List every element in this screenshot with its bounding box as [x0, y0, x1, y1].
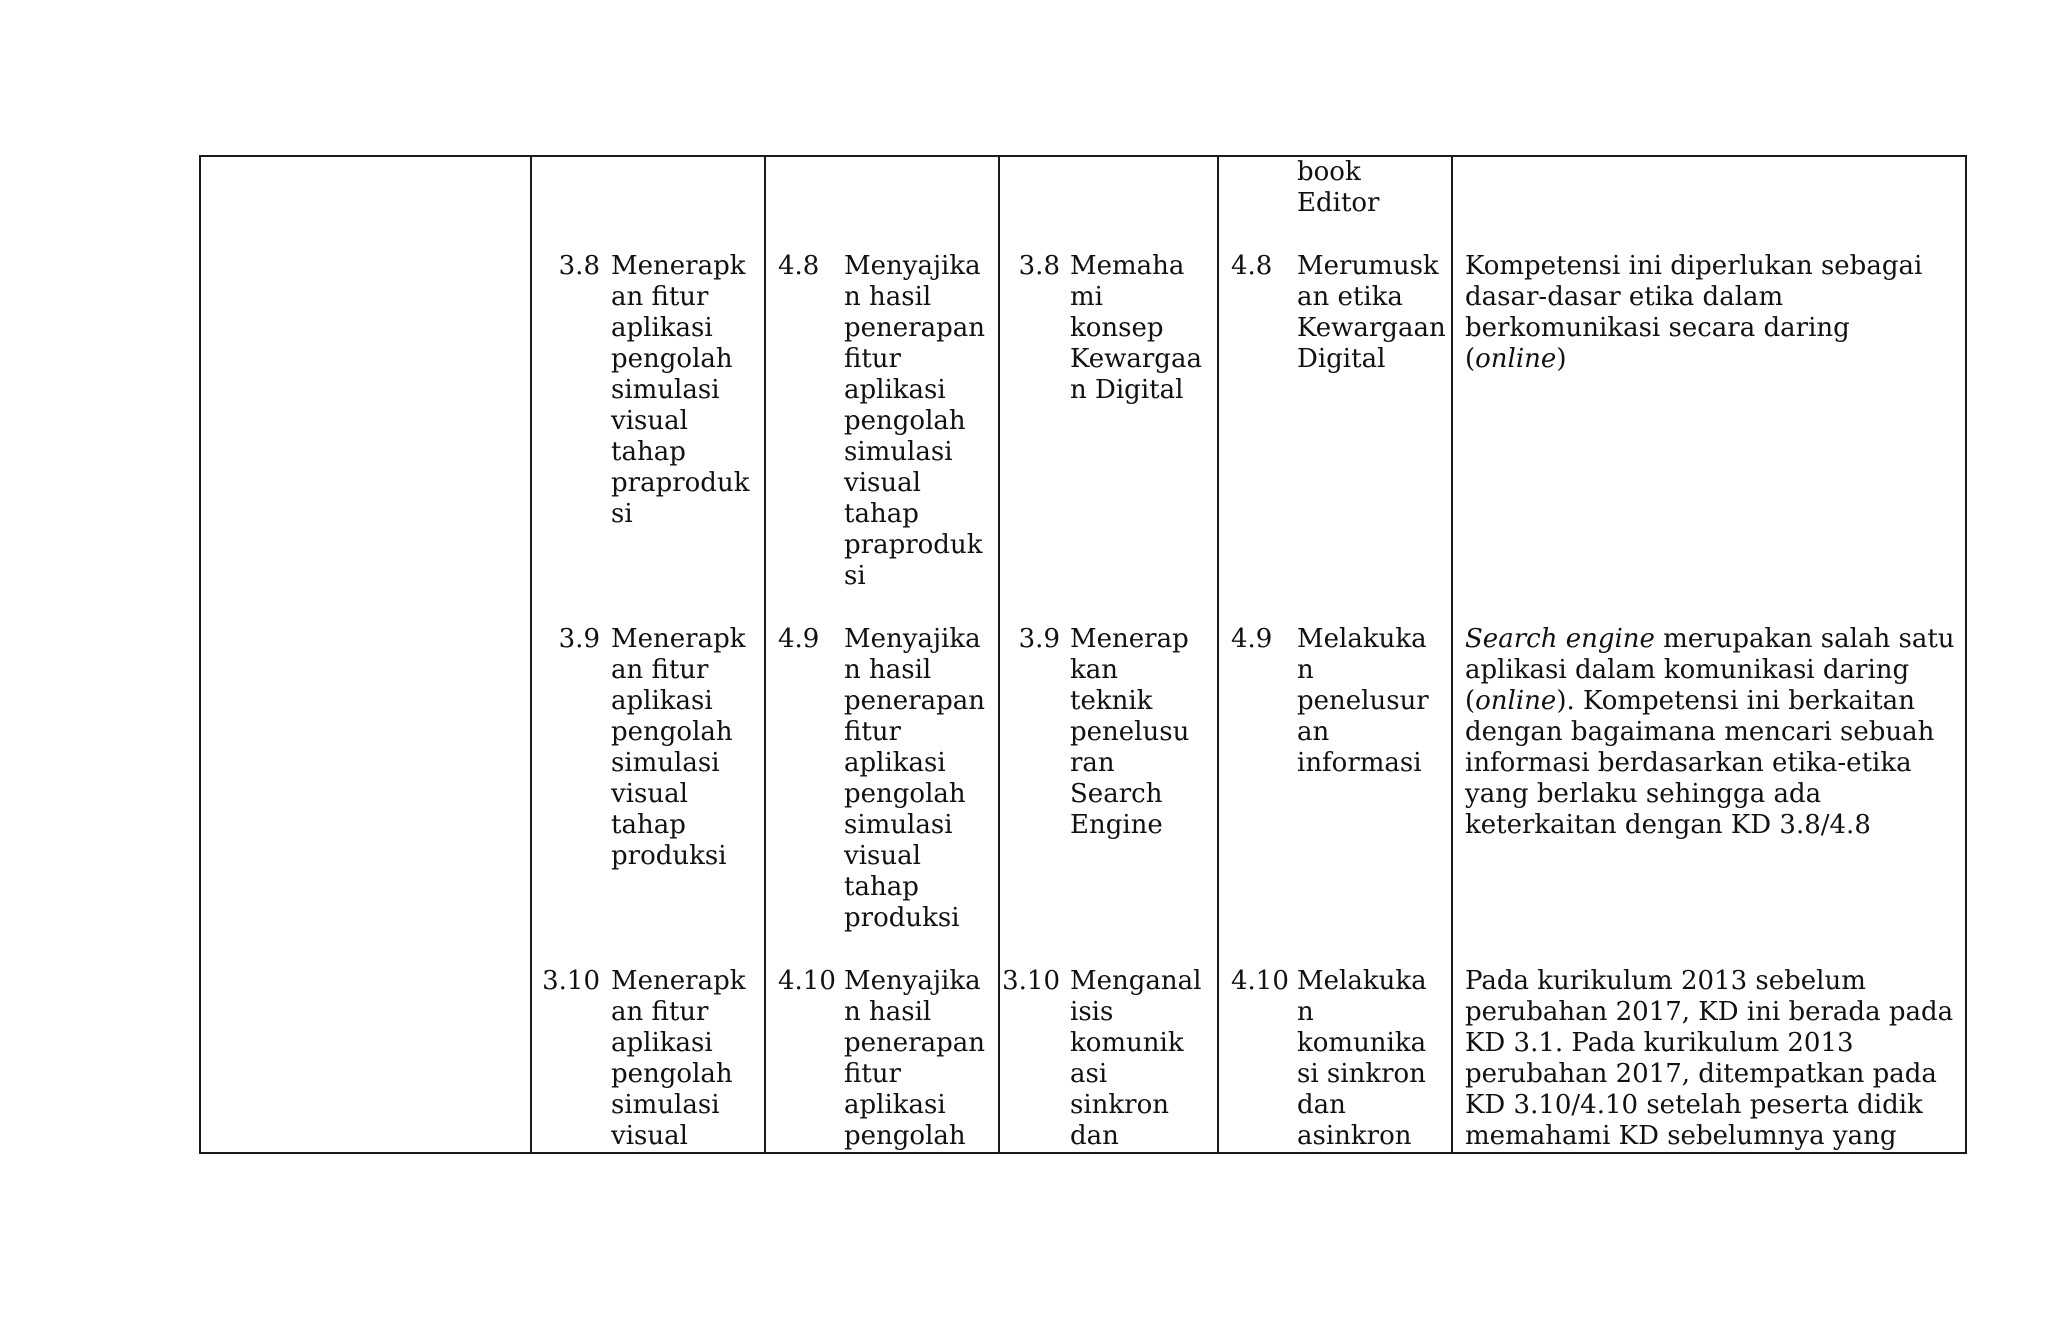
kd-entry	[1000, 966, 1217, 1152]
kd-column-c	[999, 156, 1218, 1153]
kd-text: Menerap kan teknik penelusu ran Search Engine	[1070, 624, 1190, 840]
kd-entry	[1219, 251, 1451, 624]
kd-number: 3.9	[1018, 624, 1060, 654]
kd-entry	[766, 966, 998, 1152]
kd-entry	[532, 966, 764, 1152]
description-column	[1452, 156, 1966, 1153]
kd-text: Menerapk an fitur aplikasi pengolah simulasi visual tahap praproduk si	[611, 251, 750, 529]
kd-continuation	[1219, 157, 1451, 251]
description-entry: Kompetensi ini diperlukan sebagai dasar-dasar etika dalam berkomunikasi secara daring (online)	[1465, 251, 1923, 374]
kd-entry	[532, 251, 764, 624]
kd-number: 4.10	[1231, 966, 1289, 996]
kd-text: Memaha mi konsep Kewargaa n Digital	[1070, 251, 1202, 405]
table-row	[200, 156, 1966, 1153]
description-entry: Search engine merupakan salah satu aplikasi dalam komunikasi daring (online). Kompetensi ini berkaitan dengan bagaimana mencari sebuah informasi berdasarkan etika-etika yang berlaku sehingga ada keterkaitan dengan KD 3.8/4.8	[1465, 624, 1955, 840]
kd-column-a	[531, 156, 765, 1153]
kd-text-continuation: book Editor	[1297, 157, 1380, 218]
kd-number: 4.10	[778, 966, 836, 996]
kd-number: 3.10	[542, 966, 600, 996]
kd-number: 3.9	[558, 624, 600, 654]
kd-column-d	[1218, 156, 1452, 1153]
empty-column-cell	[200, 156, 531, 1153]
kd-entry	[1219, 966, 1451, 1152]
curriculum-table	[199, 155, 1967, 1154]
kd-number: 4.9	[1231, 624, 1273, 654]
kd-text: Menerapk an fitur aplikasi pengolah simulasi visual	[611, 966, 746, 1151]
kd-entry	[1000, 251, 1217, 624]
kd-text: Menyajika n hasil penerapan fitur aplikasi pengolah simulasi visual tahap produksi	[844, 624, 985, 933]
kd-entry	[1000, 624, 1217, 966]
kd-number: 3.8	[1018, 251, 1060, 281]
kd-entry	[766, 624, 998, 966]
kd-text: Melakuka n komunika si sinkron dan asinkron	[1297, 966, 1427, 1151]
kd-text: Merumusk an etika Kewargaan Digital	[1297, 251, 1446, 374]
kd-number: 4.8	[778, 251, 820, 281]
kd-number: 4.9	[778, 624, 820, 654]
kd-column-b	[765, 156, 999, 1153]
description-entry: Pada kurikulum 2013 sebelum perubahan 2017, KD ini berada pada KD 3.1. Pada kurikulum 2013 perubahan 2017, ditempatkan pada KD 3.10/4.10 setelah peserta didik memahami KD sebelumnya yang	[1465, 966, 1954, 1151]
kd-entry	[766, 251, 998, 624]
kd-number: 3.10	[1002, 966, 1060, 996]
kd-text: Melakuka n penelusur an informasi	[1297, 624, 1429, 778]
kd-text: Menerapk an fitur aplikasi pengolah simulasi visual tahap produksi	[611, 624, 746, 871]
kd-number: 4.8	[1231, 251, 1273, 281]
kd-text: Menganal isis komunik asi sinkron dan	[1070, 966, 1202, 1151]
kd-text: Menyajika n hasil penerapan fitur aplikasi pengolah	[844, 966, 985, 1151]
kd-number: 3.8	[558, 251, 600, 281]
kd-text: Menyajika n hasil penerapan fitur aplikasi pengolah simulasi visual tahap praproduk si	[844, 251, 985, 591]
kd-entry	[1219, 624, 1451, 966]
kd-entry	[532, 624, 764, 966]
